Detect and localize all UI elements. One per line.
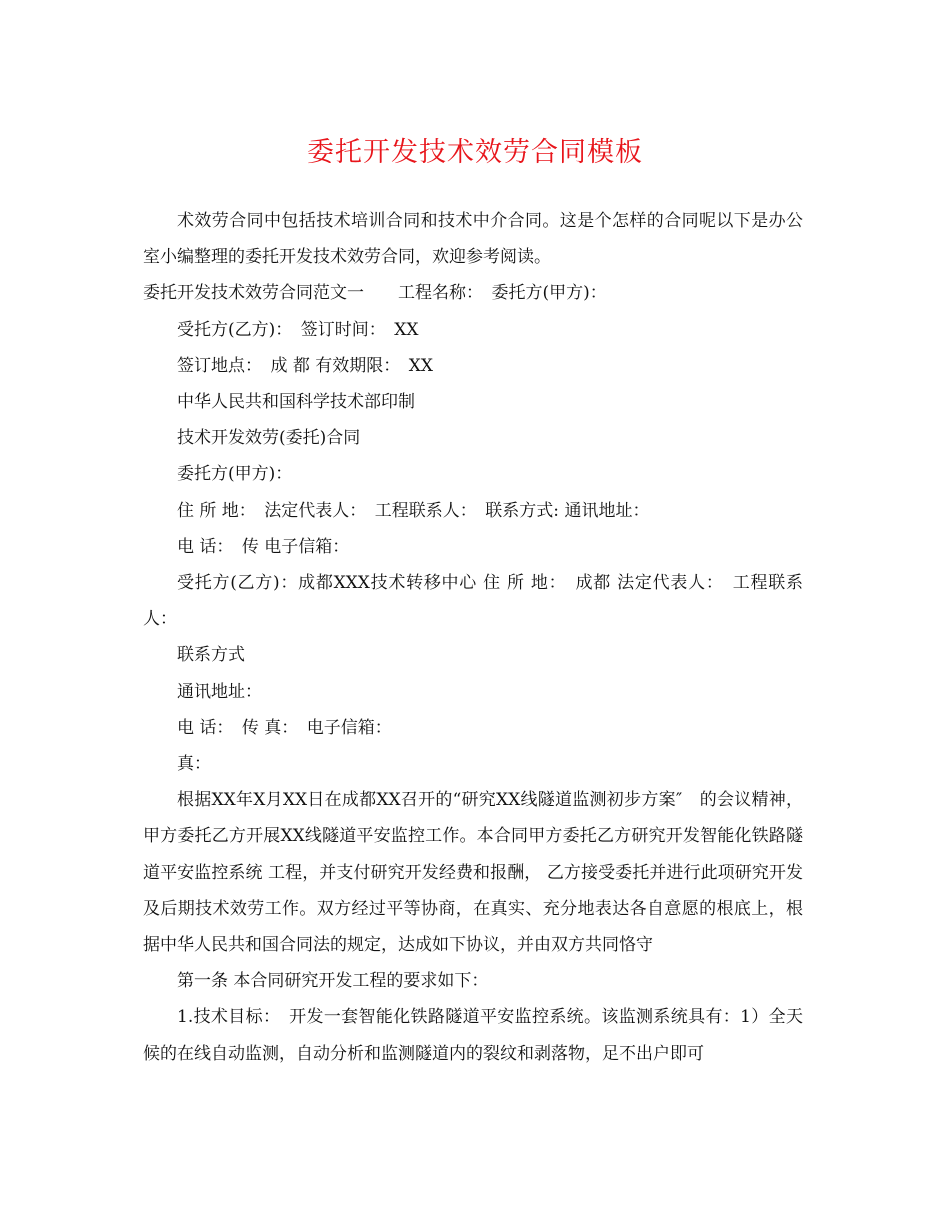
- party-b-address-line: 通讯地址：: [177, 681, 262, 702]
- party-a-details-line: 住 所 地： 法定代表人： 工程联系人： 联系方式: 通讯地址：: [177, 500, 650, 521]
- contract-field-line: 签订地点： 成 都 有效期限： XX: [177, 355, 434, 376]
- document-title: 委托开发技术效劳合同模板: [307, 137, 643, 168]
- document-body: [143, 203, 803, 1072]
- technical-goal-paragraph: 1.技术目标： 开发一套智能化铁路隧道平安监控系统。该监测系统具有：1）全天候的在线自动监测，自动分析和监测隧道内的裂纹和剥落物，足不出户即可: [143, 1007, 803, 1064]
- party-b-phone-line: 电 话： 传 真： 电子信箱：: [177, 717, 392, 738]
- basis-paragraph: 根据XX年X月XX日在成都XX召开的“研究XX线隧道监测初步方案″ 的会议精神，甲方委托乙方开展XX线隧道平安监控工作。本合同甲方委托乙方研究开发智能化铁路隧道平安监控系统 工程，并支付研究开发经费和报酬， 乙方接受委托并进行此项研究开发及后期技术效劳工作。双方经过平等协商，在真实、充分地表达各自意愿的根底上，根据中华人民共和国合同法的规定，达成如下协议，并由双方共同恪守: [143, 790, 803, 956]
- contract-field-line: 受托方(乙方)： 签订时间： XX: [177, 319, 419, 340]
- article-one-heading: 第一条 本合同研究开发工程的要求如下：: [177, 971, 489, 992]
- contract-name-line: 技术开发效劳(委托)合同: [177, 428, 361, 449]
- sample-heading-line: 委托开发技术效劳合同范文一 工程名称： 委托方(甲方)：: [143, 283, 607, 304]
- fax-line: 真：: [177, 754, 211, 775]
- printer-line: 中华人民共和国科学技术部印制: [177, 392, 415, 413]
- party-a-line: 委托方(甲方)：: [177, 464, 293, 485]
- intro-paragraph: 术效劳合同中包括技术培训合同和技术中介合同。这是个怎样的合同呢以下是办公室小编整理的委托开发技术效劳合同，欢迎参考阅读。: [143, 211, 803, 268]
- party-b-line: 受托方(乙方)：成都XXX技术转移中心 住 所 地： 成都 法定代表人： 工程联系人：: [143, 573, 803, 630]
- party-b-contact-label: 联系方式: [177, 645, 245, 666]
- party-a-contact-line: 电 话： 传 电子信箱：: [177, 536, 350, 557]
